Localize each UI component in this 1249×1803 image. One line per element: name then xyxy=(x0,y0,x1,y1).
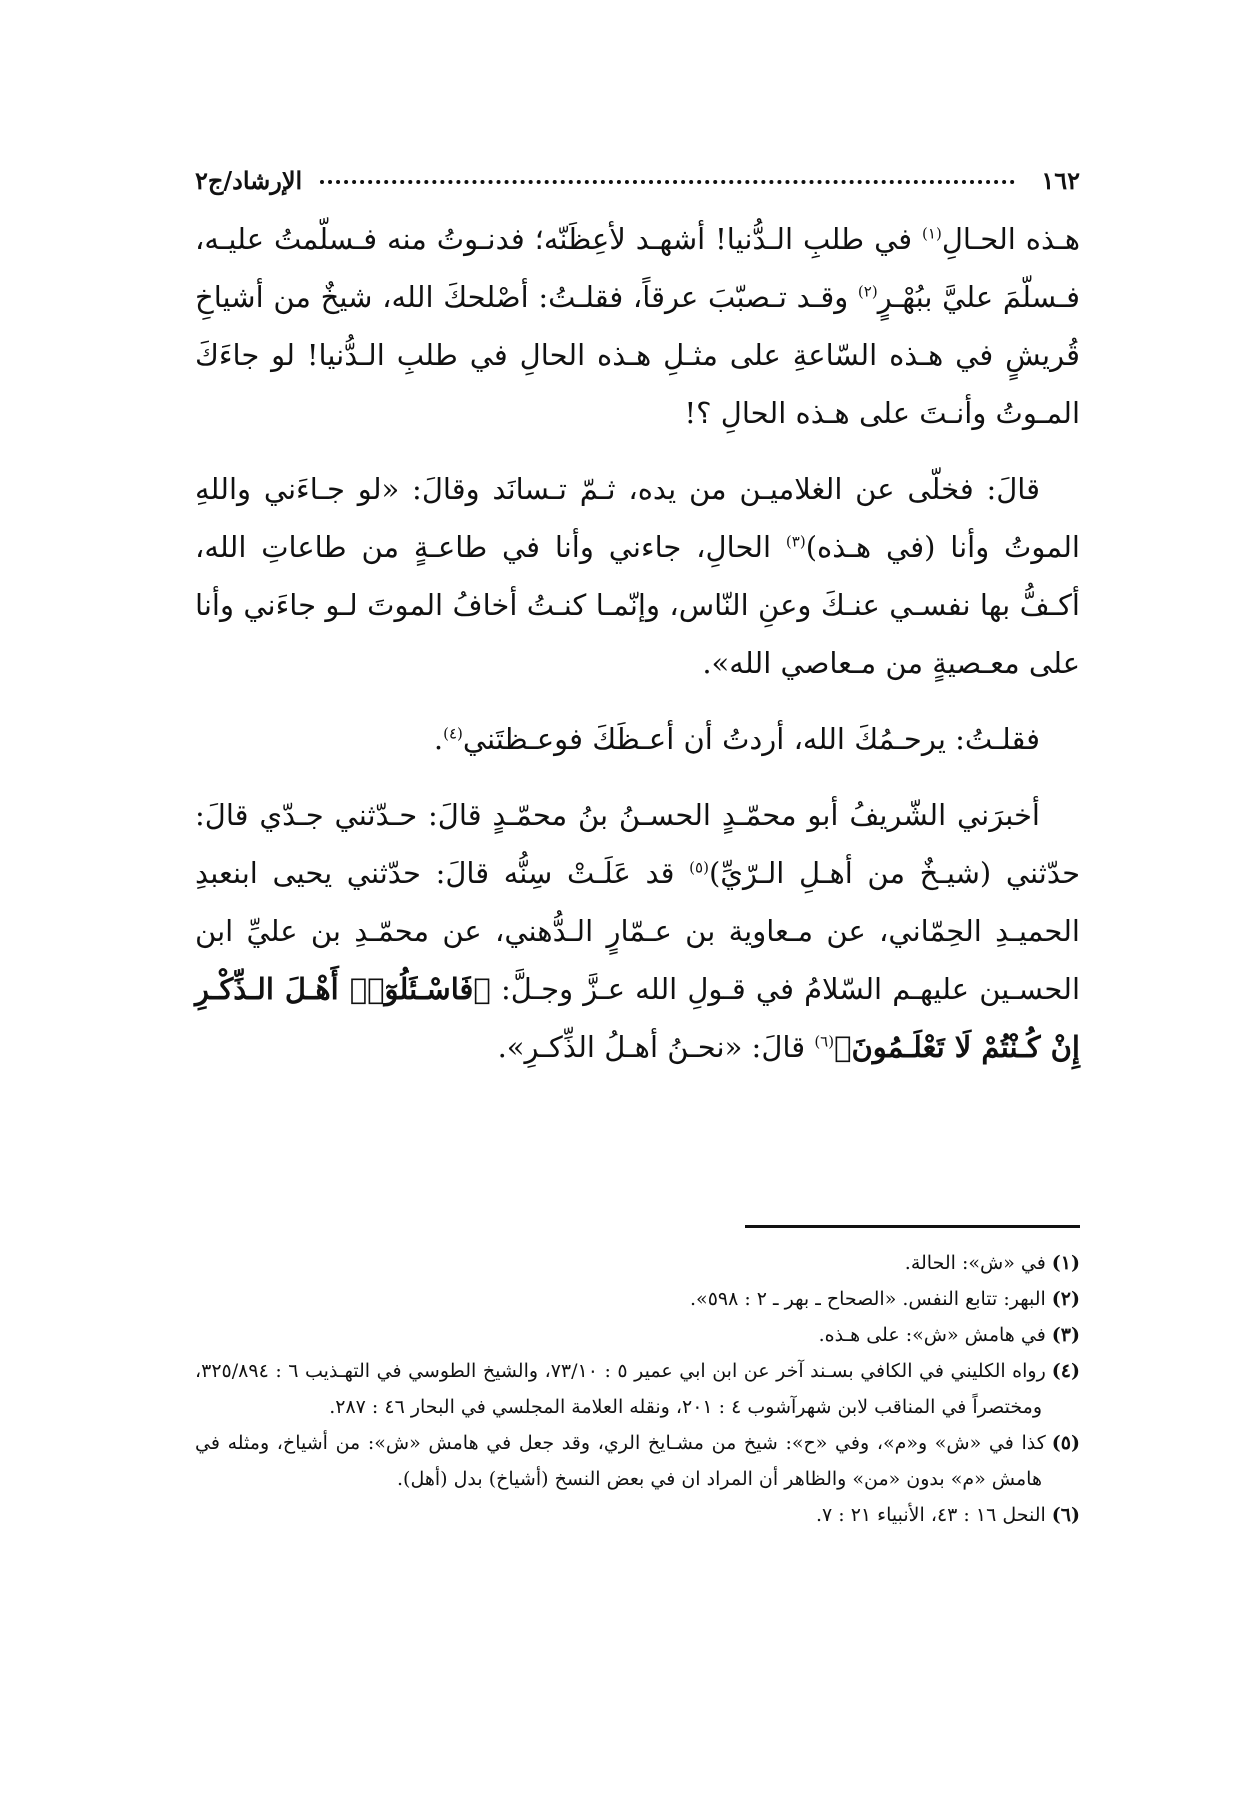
paragraph-2 xyxy=(195,460,1080,692)
paragraph-1-text-b: في طلبِ الـدُّنيا! أشهـد لأعِظَنّه؛ فدنـوتُ منه فـسلّمتُ عليـه، فـسلّمَ عليَّ ببُهْـرٍ xyxy=(195,222,1080,314)
footnote-text: رواه الكليني في الكافي بسـند آخر عن ابن ابي عمير ٥ : ٧٣/١٠، والشيخ الطوسي في التهـذيب ٦ : ٣٢٥/٨٩٤، ومختصراً في المناقب لابن شهرآشوب ٤ : ٢٠١، ونقله العلامة المجلسي في البحار ٤٦ : ٢٨٧. xyxy=(195,1360,1046,1418)
footnote-text: في «ش»: الحالة. xyxy=(904,1252,1046,1274)
body-text xyxy=(195,210,1080,1094)
footnote-1 xyxy=(195,1245,1080,1281)
footnote-5 xyxy=(195,1425,1080,1497)
footnote-number: (٢) xyxy=(1051,1288,1080,1310)
footnote-number: (١) xyxy=(1051,1252,1080,1274)
running-header xyxy=(195,160,1080,200)
footnote-4 xyxy=(195,1353,1080,1425)
page-number: ١٦٢ xyxy=(1041,165,1080,195)
footnote-text: كذا في «ش» و«م»، وفي «ح»: شيخ من مشـايخ الري، وقد جعل في هامش «ش»: من أشياخ، ومثله في هامش «م» بدون «من» والظاهر أن المراد ان في بعض النسخ (أشياخ) بدل (أهل). xyxy=(195,1432,1046,1490)
paragraph-3-text-b: . xyxy=(433,722,444,756)
paragraph-3 xyxy=(195,710,1080,768)
footnote-ref-4: (٤) xyxy=(443,724,463,743)
paragraph-2-text-a: قالَ: فخلّى عن الغلاميـن من يده، ثـمّ تـسانَد وقالَ: «لو جـاءَني واللهِ الموتُ وأنا (في هـذه) xyxy=(195,472,1080,564)
paragraph-1 xyxy=(195,210,1080,442)
paragraph-4-text-c: قالَ: «نحـنُ أهـلُ الذِّكـرِ». xyxy=(497,1030,806,1064)
dotted-leader xyxy=(320,180,1015,184)
paragraph-3-text-a: فقلـتُ: يرحـمُكَ الله، أردتُ أن أعـظَكَ فوعـظتَني xyxy=(462,722,1040,756)
footnote-text: البهر: تتابع النفس. «الصحاح ـ بهر ـ ٢ : ٥٩٨». xyxy=(690,1288,1046,1310)
paragraph-1-text-c: وقـد تـصبّبَ عرقاً، فقلـتُ: أصْلحكَ الله، شيخٌ من أشياخِ قُريشٍ في هـذه السّاعةِ على مثـلِ هـذه الحالِ في طلبِ الـدُّنيا! لو جاءَكَ المـوتُ وأنـتَ على هـذه الحالِ ؟! xyxy=(195,280,1080,430)
paragraph-4-text-b: قد عَلَـتْ سِنُّه قالَ: حدّثني يحيى ابنعبدِ الحميـدِ الحِمّاني، عن مـعاوية بن عـمّارٍ الـدُّهني، عن محمّـدِ بن عليِّ ابن الحسـين عليهـم السّلامُ في قـولِ الله عـزَّ وجـلَّ: xyxy=(195,856,1081,1006)
paragraph-1-text-a: هـذه الحـالِ xyxy=(941,222,1080,256)
footnote-3 xyxy=(195,1317,1080,1353)
footnote-text: النحل ١٦ : ٤٣، الأنبياء ٢١ : ٧. xyxy=(815,1504,1046,1526)
paragraph-2-text-b: الحالِ، جاءني وأنا في طاعـةٍ من طاعاتِ الله، أكـفُّ بها نفسـي عنـكَ وعنِ النّاس، وإنّمـا كنـتُ أخافُ الموتَ لـو جاءَني وأنا على معـصيةٍ من مـعاصي الله». xyxy=(195,530,1080,680)
footnote-number: (٦) xyxy=(1051,1504,1080,1526)
footnote-number: (٤) xyxy=(1051,1360,1080,1382)
footnotes xyxy=(195,1245,1080,1533)
footnote-ref-2: (٢) xyxy=(857,282,878,301)
footnote-ref-6: (٦) xyxy=(814,1032,835,1051)
book-title: الإرشاد/ج٢ xyxy=(195,165,303,195)
footnote-2 xyxy=(195,1281,1080,1317)
footnote-number: (٣) xyxy=(1051,1324,1080,1346)
footnote-6 xyxy=(195,1497,1080,1533)
footnote-separator xyxy=(745,1225,1080,1228)
footnote-ref-5: (٥) xyxy=(689,858,709,877)
footnote-ref-3: (٣) xyxy=(785,532,806,551)
footnote-text: في هامش «ش»: على هـذه. xyxy=(818,1324,1046,1346)
quran-verse: ﴿فَاسْـئَلُوٓا۟ أَهْـلَ الـذِّكْـرِ إِنْ كُـنْتُمْ لَا تَعْلَـمُونَ﴾ xyxy=(195,972,1080,1064)
paragraph-4-text-a: أخبرَني الشّريفُ أبو محمّـدٍ الحسـنُ بنُ محمّـدٍ قالَ: حـدّثني جـدّي قالَ: حدّثني (شيـخٌ من أهـلِ الـرّيِّ) xyxy=(195,798,1080,890)
footnote-number: (٥) xyxy=(1051,1432,1080,1454)
paragraph-4 xyxy=(195,786,1080,1076)
footnote-ref-1: (١) xyxy=(922,224,942,243)
